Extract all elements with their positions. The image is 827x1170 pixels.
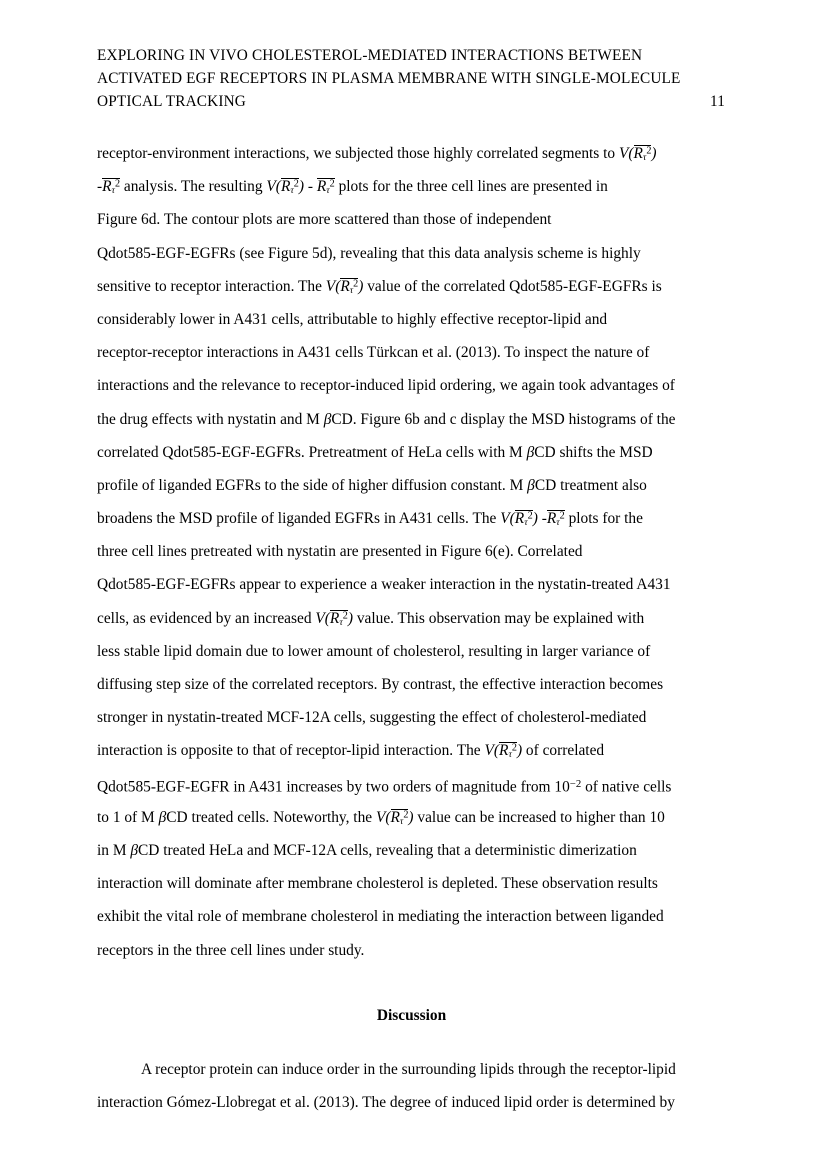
body-line: A receptor protein can induce order in the surrounding lipids through the receptor-lipid [141, 1061, 676, 1078]
body-line: Figure 6d. The contour plots are more scattered than those of independent [97, 211, 552, 229]
overline-group: $R_\tau^2$ [499, 742, 517, 761]
running-head-line-3-row [97, 90, 725, 113]
text-run: value. This observation may be explained with [352, 609, 645, 627]
body-line [97, 834, 726, 867]
body-line [97, 734, 726, 767]
body-line [97, 436, 726, 469]
body-line: interactions and the relevance to receptor-induced lipid ordering, we again took advantages of [97, 377, 675, 395]
text-run: - [303, 178, 317, 196]
text-run: value can be increased to higher than 10 [413, 808, 665, 826]
body-line [97, 502, 726, 535]
body-line [97, 137, 726, 170]
section-heading-discussion: Discussion [376, 1007, 447, 1024]
body-line: diffusing step size of the correlated receptors. By contrast, the effective interaction becomes [97, 676, 664, 693]
overline-group: $R_\tau^2$ [340, 277, 359, 296]
text-run: CD treatment also [534, 476, 647, 494]
text-run: - [537, 510, 547, 528]
body-line: exhibit the vital role of membrane cholesterol in mediating the interaction between liganded [97, 908, 664, 926]
body-line [97, 602, 726, 635]
body-line [97, 403, 726, 436]
math-expr-rtau2 [102, 178, 120, 195]
overline-group: $R_\tau^2$ [316, 178, 335, 197]
overline-group: $R_\tau^2$ [329, 609, 348, 628]
text-run: correlated Qdot585-EGF-EGFRs. Pretreatment of HeLa cells with M [97, 443, 527, 461]
body-line: interaction will dominate after membrane cholesterol is depleted. These observation results [97, 875, 658, 893]
text-run: CD treated cells. Noteworthy, the [166, 808, 376, 826]
text-run: interaction is opposite to that of receptor-lipid interaction. The [97, 742, 485, 760]
running-head-line-2: ACTIVATED EGF RECEPTORS IN PLASMA MEMBRANE WITH SINGLE-MOLECULE [97, 70, 681, 87]
running-head-line-1: EXPLORING IN VIVO CHOLESTEROL-MEDIATED INTERACTIONS BETWEEN [97, 47, 643, 64]
beta-symbol: β [527, 476, 535, 494]
text-run: - [97, 178, 103, 196]
body-line: considerably lower in A431 cells, attributable to highly effective receptor-lipid and [97, 310, 608, 328]
text-run: plots for the [564, 510, 643, 528]
section-heading-wrap [97, 1005, 726, 1027]
body-line: stronger in nystatin-treated MCF-12A cells, suggesting the effect of cholesterol-mediated [97, 709, 647, 727]
beta-symbol: β [130, 841, 139, 859]
paragraph-one [97, 137, 726, 967]
overline-group: $R_\tau^2$ [280, 178, 299, 197]
math-expr-variance-rtau2: $V(R_\tau^2)$ [375, 808, 414, 827]
body-line: Qdot585-EGF-EGFRs appear to experience a weaker interaction in the nystatin-treated A431 [97, 576, 671, 594]
text-run: broadens the MSD profile of liganded EGFRs in A431 cells. The [97, 510, 501, 528]
page-number: 11 [709, 93, 725, 110]
text-run: sensitive to receptor interaction. The [97, 277, 326, 295]
text-run: cells, as evidenced by an increased [97, 609, 316, 627]
overline-group: $R_\tau^2$ [546, 510, 565, 529]
body-line [97, 469, 726, 502]
math-expr-rtau2 [317, 178, 335, 195]
body-line: less stable lipid domain due to lower amount of cholesterol, resulting in larger variance of [97, 642, 651, 660]
body-line [97, 170, 726, 203]
running-head-line-3: OPTICAL TRACKING [97, 93, 246, 110]
math-expr-variance-rtau2: $V(R_\tau^2)$ [500, 510, 538, 529]
text-run: of native cells [581, 777, 672, 795]
math-expr-variance-rtau2: $V(R_\tau^2)$ [266, 178, 304, 197]
body-line: three cell lines pretreated with nystatin are presented in Figure 6(e). Correlated [97, 543, 583, 561]
body-line [97, 768, 726, 801]
beta-symbol: β [526, 443, 535, 461]
text-run: CD shifts the MSD [534, 443, 653, 461]
math-expr-variance-rtau2: $V(R_\tau^2)$ [484, 742, 523, 761]
body-line: Qdot585-EGF-EGFRs (see Figure 5d), revealing that this data analysis scheme is highly [97, 244, 641, 262]
body-line: receptor-receptor interactions in A431 cells Türkcan et al. (2013). To inspect the nature of [97, 344, 650, 362]
paragraph-two [97, 1053, 726, 1119]
math-expr-variance-rtau2: $V(R_\tau^2)$ [315, 609, 353, 628]
text-run: analysis. The resulting [120, 178, 267, 196]
text-run: profile of liganded EGFRs to the side of higher diffusion constant. M [97, 476, 528, 494]
text-run: plots for the three cell lines are presented in [334, 178, 608, 196]
text-run: CD treated HeLa and MCF-12A cells, revealing that a deterministic dimerization [138, 841, 637, 859]
running-head [97, 44, 725, 113]
beta-symbol: β [158, 808, 167, 826]
body-line: interaction Gómez-Llobregat et al. (2013). The degree of induced lipid order is determined by [97, 1094, 675, 1112]
body-line [97, 801, 726, 834]
math-expr-rtau2 [547, 510, 565, 527]
overline-group: $R_\tau^2$ [514, 510, 533, 529]
overline-group: $R_\tau^2$ [390, 808, 409, 827]
text-run: the drug effects with nystatin and M [97, 410, 324, 428]
text-run: Qdot585-EGF-EGFR in A431 increases by two orders of magnitude from 10 [97, 777, 570, 795]
text-run: value of the correlated Qdot585-EGF-EGFRs is [363, 277, 662, 295]
overline-group: $R_\tau^2$ [102, 178, 121, 197]
text-run: to 1 of M [97, 808, 159, 826]
math-expr-variance-rtau2: $V(R_\tau^2)$ [325, 277, 364, 296]
text-run: in M [97, 841, 131, 859]
overline-group: $R_\tau^2$ [633, 145, 652, 164]
text-run: receptor-environment interactions, we subjected those highly correlated segments to [97, 145, 619, 162]
beta-symbol: β [323, 410, 332, 428]
math-expr-variance-rtau2: $V(R_\tau^2)$ [618, 145, 657, 164]
body-line [97, 270, 726, 303]
text-run: CD. Figure 6b and c display the MSD histograms of the [331, 410, 676, 428]
text-run: of correlated [522, 742, 605, 760]
exponent: −2 [569, 777, 582, 790]
body-line: receptors in the three cell lines under study. [97, 941, 365, 959]
